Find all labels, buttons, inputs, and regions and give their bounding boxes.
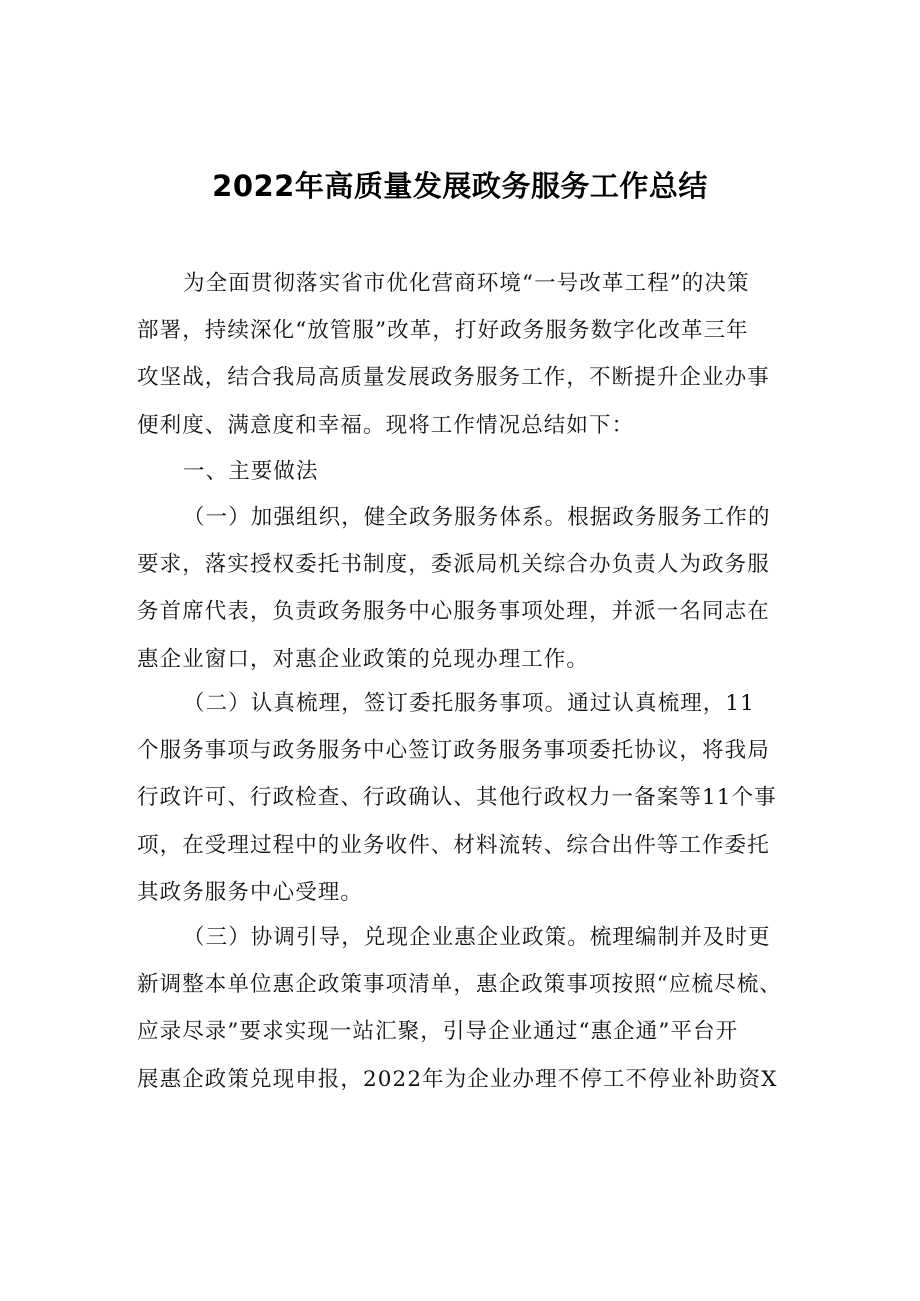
text-line: 攻坚战，结合我局高质量发展政务服务工作，不断提升企业办事 [137, 365, 770, 391]
section-heading [137, 448, 789, 495]
text-line: 务首席代表，负责政务服务中心服务事项处理，并派一名同志在 [137, 599, 770, 625]
text-line: 项，在受理过程中的业务收件、材料流转、综合出件等工作委托 [137, 832, 770, 858]
text-line: 为全面贯彻落实省市优化营商环境“一号改革工程”的决策 [183, 271, 750, 296]
text-line: 要求，落实授权委托书制度，委派局机关综合办负责人为政务服 [137, 552, 770, 578]
text-line: 惠企业窗口，对惠企业政策的兑现办理工作。 [137, 646, 590, 672]
text-line: 部署，持续深化“放管服”改革，打好政务服务数字化改革三年 [137, 318, 749, 344]
text-line: 应录尽录”要求实现一站汇聚，引导企业通过“惠企通”平台开 [137, 1019, 739, 1045]
paragraph-item-1 [137, 494, 789, 683]
text-line: （一）加强组织，健全政务服务体系。根据政务服务工作的 [183, 505, 771, 530]
section-heading-text: 一、主要做法 [183, 459, 319, 484]
text-line: （二）认真梳理，签订委托服务事项。通过认真梳理，11 [183, 691, 755, 716]
text-line: 展惠企政策兑现申报，2022年为企业办理不停工不停业补助资X [137, 1066, 778, 1092]
paragraph-intro [137, 260, 789, 449]
text-line: 行政许可、行政检查、行政确认、其他行政权力一备案等11个事 [137, 785, 777, 811]
text-line: 个服务事项与政务服务中心签订政务服务事项委托协议，将我局 [137, 738, 770, 764]
paragraph-item-3 [137, 914, 789, 1103]
document-title: 2022年高质量发展政务服务工作总结 [212, 169, 708, 203]
text-line: 其政务服务中心受理。 [137, 879, 364, 905]
text-line: （三）协调引导，兑现企业惠企业政策。梳理编制并及时更 [183, 925, 771, 950]
text-line: 新调整本单位惠企政策事项清单，惠企政策事项按照“应梳尽梳、 [137, 972, 782, 998]
paragraph-item-2 [137, 680, 789, 916]
text-line: 便利度、满意度和幸福。现将工作情况总结如下： [137, 412, 635, 438]
